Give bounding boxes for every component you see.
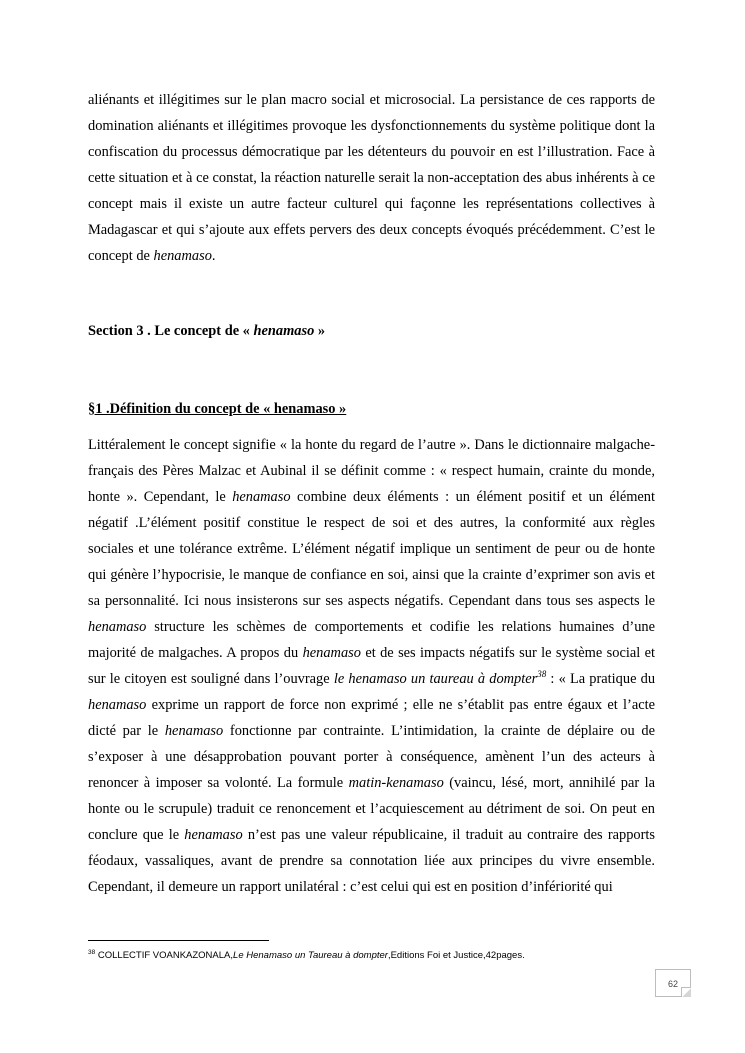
- paragraph-text: et de ses impacts négatifs sur le système social et sur le citoyen est souligné dans l’ouvrage: [88, 645, 655, 687]
- footnote-title: Le Henamaso un Taureau à dompter: [233, 950, 388, 962]
- paragraph-text: aliénants et illégitimes sur le plan macro social et microsocial. La persistance de ces rapports de domination aliénants et illégitimes provoque les dysfonctionnements du système politique dont la confiscation du processus démocratique par les détenteurs du pouvoir en est l’illustration. Face à cette situation et à ce constat, la réaction naturelle serait la non-acceptation des abus inhérents à ce concept mais il existe un autre facteur culturel qui façonne les représentations collectives à Madagascar et qui s’ajoute aux effets pervers des deux concepts évoqués précédemment. C’est le concept de: [88, 92, 655, 264]
- body-paragraph-1: [88, 87, 655, 269]
- paragraph-text: (vaincu, lésé, mort, annihilé par la honte ou le scrupule) traduit ce renoncement et l’acquiescement au détriment de soi. On peut en conclure que le: [88, 775, 656, 843]
- italic-term: henamaso: [232, 489, 291, 505]
- paragraph-text: exprime un rapport de force non exprimé ; elle ne s’établit pas entre égaux et l’acte dicté par le: [88, 697, 655, 739]
- italic-term: henamaso: [164, 723, 224, 739]
- body-paragraph-2: [88, 432, 655, 900]
- italic-term: henamaso: [88, 697, 147, 713]
- paragraph-text: Littéralement le concept signifie « la honte du regard de l’autre ». Dans le dictionnaire malgache-français des Pères Malzac et Aubinal il se définit comme : « respect humain, crainte du monde, honte ». Cependant, le: [88, 437, 655, 505]
- italic-term: henamaso: [184, 827, 243, 843]
- italic-term: henamaso: [302, 645, 361, 661]
- footnote-publisher: ,Editions Foi et Justice,42pages.: [387, 950, 525, 962]
- italic-term: henamaso: [153, 248, 212, 264]
- paragraph-text: : « La pratique du: [546, 671, 656, 687]
- paragraph-text: .: [211, 248, 216, 264]
- heading-text: »: [314, 323, 326, 339]
- paragraph-text: n’est pas une valeur républicaine, il traduit au contraire des rapports féodaux, vassaliques, avant de prendre sa connotation liée aux principes du vivre ensemble. Cependant, il demeure un rapport unilatéral : c’est celui qui est en position d’infériorité qui: [88, 827, 656, 895]
- paragraph-text: fonctionne par contrainte. L’intimidation, la crainte de déplaire ou de s’exposer à une désapprobation pouvant porter à conséquence, amènent l’un des acteurs à renoncer à imposer sa volonté. La formule: [88, 723, 655, 791]
- footnote: [88, 946, 655, 963]
- footnote-number: 38: [88, 949, 96, 956]
- italic-term: henamaso: [88, 619, 147, 635]
- page-number-badge: 62: [655, 969, 691, 997]
- subsection-heading: §1 .Définition du concept de « henamaso »: [88, 401, 347, 417]
- italic-term: matin-kenamaso: [348, 775, 444, 791]
- footnote-reference[interactable]: 38: [537, 669, 547, 680]
- heading-text: Section 3 . Le concept de «: [88, 323, 254, 339]
- paragraph-text: combine deux éléments : un élément positif et un élément négatif .L’élément positif constitue le respect de soi et des autres, la conformité aux règles sociales et une tolérance extrême. L’élément négatif implique un sentiment de peur ou de honte qui génère l’hypocrisie, le manque de confiance en soi, ainsi que la crainte d’exprimer son avis et sa personnalité. Ici nous insisterons sur ses aspects négatifs. Cependant dans tous ses aspects le: [88, 489, 655, 609]
- footnote-author: COLLECTIF VOANKAZONALA,: [95, 950, 234, 962]
- italic-book-title: le henamaso un taureau à dompter: [333, 671, 538, 687]
- italic-term: henamaso: [253, 323, 315, 339]
- footnote-separator: [88, 940, 269, 941]
- paragraph-text: structure les schèmes de comportements et codifie les relations humaines d’une majorité de malgaches. A propos du: [88, 619, 655, 661]
- section-heading: [88, 318, 655, 344]
